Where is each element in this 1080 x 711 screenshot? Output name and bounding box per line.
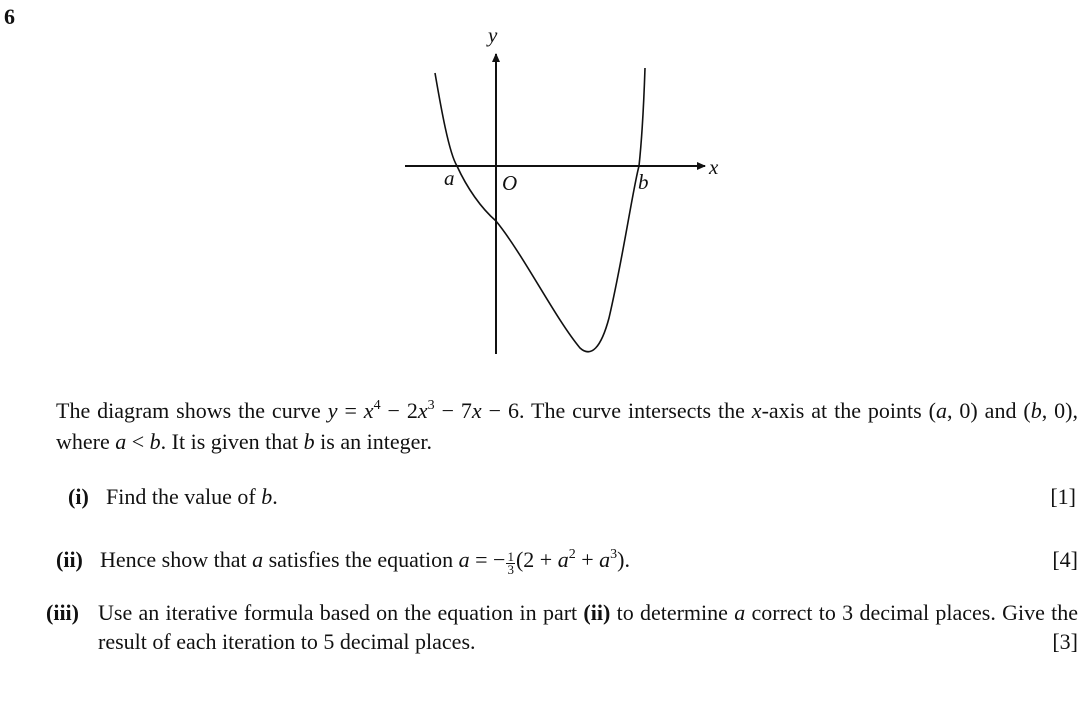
part-text-run: correct to 3 decimal places. Give the result of each iteration to 5 decimal places. [98, 600, 1078, 654]
part-label: (iii) [46, 600, 79, 625]
curve-diagram [395, 18, 735, 363]
intro-text: , 0) and ( [946, 398, 1031, 423]
intro-text: The diagram shows the curve [56, 398, 328, 423]
part-text [98, 598, 1078, 656]
origin-label: O [502, 171, 518, 195]
part-text-run: . [272, 484, 278, 509]
question-number: 6 [4, 4, 15, 29]
curve-svg [395, 18, 735, 363]
x-axis-label: x [709, 155, 719, 179]
eq-var: a [734, 600, 746, 625]
part-text-run: (2 + [515, 547, 558, 572]
eq-var: b [261, 484, 273, 509]
eq-var: b [149, 429, 161, 454]
intro-text: , 0), where [56, 398, 1078, 454]
eq-var: x [417, 398, 428, 423]
eq-var: b [1030, 398, 1042, 423]
part-iii [46, 598, 1078, 660]
part-label: (i) [68, 484, 89, 509]
eq-var: x [751, 398, 762, 423]
intro-text: − 6. The curve intersects the [481, 398, 752, 423]
y-axis-label: y [488, 23, 498, 47]
eq-power: 3 [610, 547, 618, 562]
fraction-numerator: 1 [507, 549, 514, 564]
fraction [506, 551, 515, 576]
eq-var: y [327, 398, 338, 423]
intro-text: is an integer. [314, 429, 432, 454]
eq-power: 4 [373, 398, 381, 413]
part-text-run: Find the value of [106, 484, 262, 509]
eq-text: − 2 [380, 398, 418, 423]
part-text-run: to determine [610, 600, 735, 625]
eq-power: 2 [568, 547, 576, 562]
eq-var: a [599, 547, 611, 572]
part-reference: (ii) [583, 600, 611, 625]
part-marks: [3] [1052, 629, 1078, 654]
quartic-curve [435, 68, 645, 352]
part-marks: [4] [1052, 547, 1078, 572]
part-marks: [1] [1050, 484, 1076, 509]
eq-var: x [471, 398, 482, 423]
eq-var: a [252, 547, 264, 572]
eq-var: a [115, 429, 127, 454]
part-label: (ii) [56, 547, 83, 572]
part-text [100, 545, 630, 576]
eq-power: 3 [427, 398, 435, 413]
eq-text: = [337, 398, 364, 423]
question-intro [56, 395, 1078, 457]
part-text-run: + [575, 547, 600, 572]
eq-var: a [935, 398, 947, 423]
part-text-run: satisfies the equation [263, 547, 459, 572]
part-text-run: Use an iterative formula based on the equation in part [98, 600, 584, 625]
part-text-run: = − [469, 547, 506, 572]
intro-text: . It is given that [160, 429, 304, 454]
fraction-denominator: 3 [507, 562, 514, 577]
eq-var: x [363, 398, 374, 423]
part-text-run: Hence show that [100, 547, 253, 572]
part-text [106, 482, 278, 511]
root-a-label: a [444, 166, 455, 190]
intro-text: -axis at the points ( [761, 398, 936, 423]
eq-var: a [557, 547, 569, 572]
eq-var: b [303, 429, 315, 454]
eq-text: − 7 [434, 398, 472, 423]
intro-text: < [126, 429, 150, 454]
eq-var: a [458, 547, 470, 572]
root-b-label: b [638, 170, 649, 194]
part-text-run: ). [617, 547, 630, 572]
